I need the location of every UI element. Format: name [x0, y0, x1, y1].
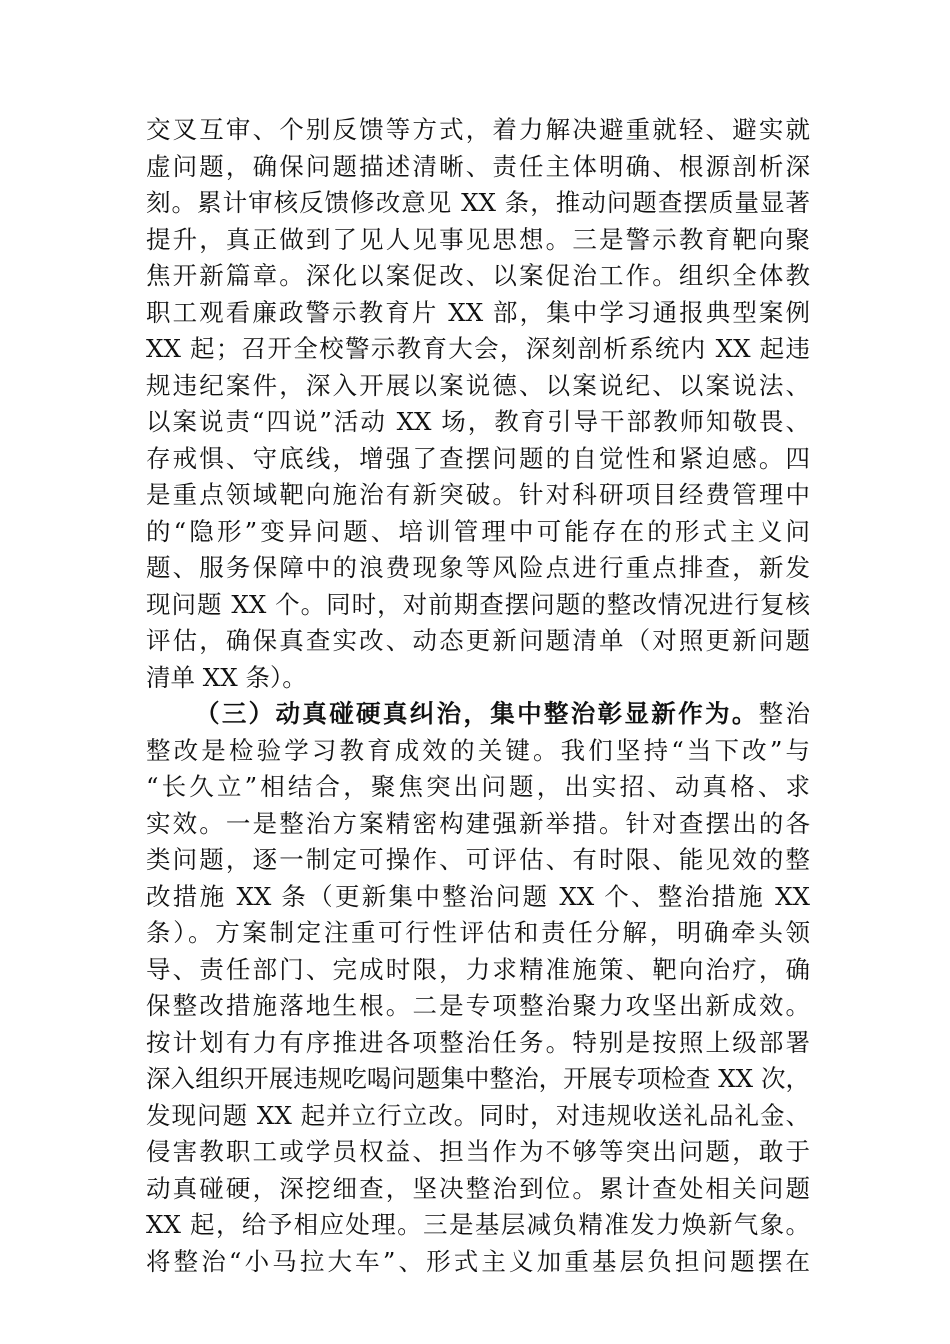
text-line: 焦开新篇章。深化以案促改、以案促治工作。组织全体教 — [146, 261, 810, 290]
text-line: 改措施 XX 条（更新集中整治问题 XX 个、整治措施 XX — [146, 881, 810, 911]
text-line: 现问题 XX 个。同时，对前期查摆问题的整改情况进行复核 — [146, 589, 810, 619]
text-line: 发现问题 XX 起并立行立改。同时，对违规收送礼品礼金、 — [146, 1100, 810, 1130]
text-line: 规违纪案件，深入开展以案说德、以案说纪、以案说法、 — [146, 370, 810, 400]
text-line: XX 起，给予相应处理。三是基层减负精准发力焕新气象。 — [146, 1210, 810, 1239]
text-line: 保整改措施落地生根。二是专项整治聚力攻坚出新成效。 — [146, 991, 810, 1020]
text-line: 题、服务保障中的浪费现象等风险点进行重点排查，新发 — [146, 553, 810, 582]
text-line: 以案说责“四说”活动 XX 场，教育引导干部教师知敬畏、 — [146, 407, 810, 436]
section-first-line-text: 整治 — [758, 699, 810, 728]
text-line: 的“隐形”变异问题、培训管理中可能存在的形式主义问 — [146, 516, 810, 546]
text-line: 提升，真正做到了见人见事见思想。三是警示教育靶向聚 — [146, 224, 810, 254]
text-line: 评估，确保真查实改、动态更新问题清单（对照更新问题 — [146, 626, 810, 655]
text-line: 将整治“小马拉大车”、形式主义加重基层负担问题摆在 — [146, 1246, 810, 1276]
text-line: 整改是检验学习教育成效的关键。我们坚持“当下改”与 — [146, 735, 810, 765]
text-line: 导、责任部门、完成时限，力求精准施策、靶向治疗，确 — [146, 954, 810, 984]
text-line: 职工观看廉政警示教育片 XX 部，集中学习通报典型案例 — [146, 297, 810, 327]
text-line: 交叉互审、个别反馈等方式，着力解决避重就轻、避实就 — [146, 115, 810, 144]
text-line: XX 起；召开全校警示教育大会，深刻剖析系统内 XX 起违 — [146, 334, 810, 363]
text-line: 实效。一是整治方案精密构建强新举措。针对查摆出的各 — [146, 808, 810, 838]
text-line: 按计划有力有序推进各项整治任务。特别是按照上级部署 — [146, 1027, 810, 1057]
section-heading-line — [146, 696, 810, 733]
text-line: 刻。累计审核反馈修改意见 XX 条，推动问题查摆质量显著 — [146, 188, 810, 217]
text-line: “长久立”相结合，聚焦突出问题，出实招、动真格、求 — [146, 772, 810, 801]
document-body — [146, 112, 810, 1280]
text-line: 是重点领域靶向施治有新突破。针对科研项目经费管理中 — [146, 480, 810, 509]
text-line: 侵害教职工或学员权益、担当作为不够等突出问题，敢于 — [146, 1137, 810, 1166]
text-line: 清单 XX 条）。 — [146, 662, 307, 692]
text-line: 虚问题，确保问题描述清晰、责任主体明确、根源剖析深 — [146, 151, 810, 181]
text-line: 条）。方案制定注重可行性评估和责任分解，明确牵头领 — [146, 918, 810, 947]
text-line: 动真碰硬，深挖细查，坚决整治到位。累计查处相关问题 — [146, 1173, 810, 1203]
text-line: 深入组织开展违规吃喝问题集中整治，开展专项检查 XX 次， — [146, 1064, 810, 1093]
text-line: 存戒惧、守底线，增强了查摆问题的自觉性和紧迫感。四 — [146, 443, 810, 473]
section-heading: （三）动真碰硬真纠治，集中整治彰显新作为。 — [195, 699, 759, 728]
text-line: 类问题，逐一制定可操作、可评估、有时限、能见效的整 — [146, 845, 810, 874]
